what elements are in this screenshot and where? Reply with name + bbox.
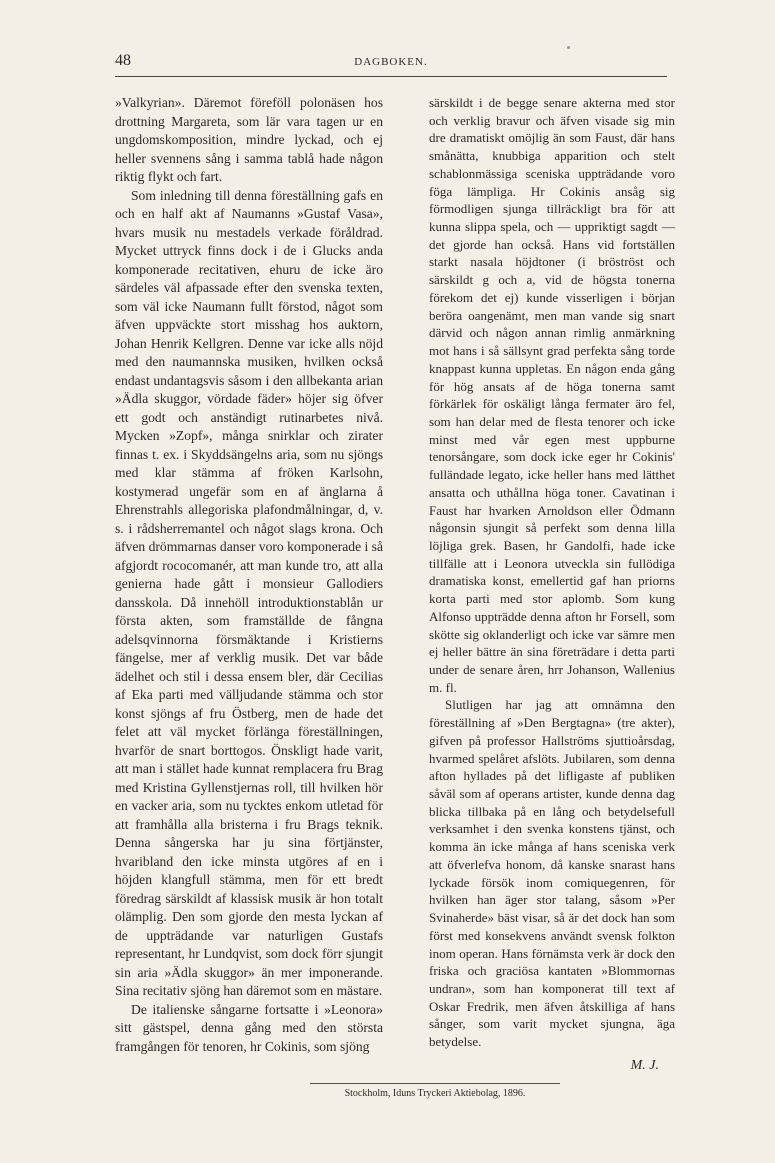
paragraph: särskildt i de begge senare akterna med stor och verklig bravur och äfven visade sig min dre dramatiskt omöjlig än som Faust, där hans smånätta, knubbiga apparition och stelt schablonmässiga sceniska uppträdande voro föga lämpliga. Hr Cokinis ansåg sig förmodligen sjunga tillräckligt bra för att kunna slippa spela, och — uppriktigt sagdt — det gjorde han också. Hans vid fortställen starkt nasala höjdtoner (i bröströst och särskildt g och a, vid de högsta tonerna förekom det ej) kunde visserligen i början beröra oangenämt, men man vande sig snart därvid och någon annan rimlig anmärkning mot hans i så sällsynt grad perfekta sång torde knappast kunna uppletas. En någon enda gång för hög ansats af de höga tonerna samt förkärlek för oskäligt långa fermater äro fel, som han delar med de flesta tenorer och icke minst med vår egen mest uppburne tenorsångare, som dock icke eger hr Cokinis' fulländade legato, icke heller hans med lätthet ansatta och uthållna höga toner. Cavatinan i Faust har hvarken Arnoldson eller Ödmann någonsin sjungit så perfekt som denna lilla löjliga grek. Basen, hr Gandolfi, hade icke tillfälle att i Leonora utveckla sin fullödiga dramatiska konst, emellertid gaf han priorns korta parti med stor aplomb. Som kung Alfonso uppträdde denna afton hr Forsell, som skötte sig oklanderligt och icke var sämre men ej heller bättre än sina företrädare i detta parti under de senare åren, hrr Johanson, Wallenius m. fl. [429, 95, 675, 695]
page-number: 48 [115, 52, 131, 69]
paragraph: De italienske sångarne fortsatte i »Leonora» sitt gästspel, denna gång med den största framgången för tenoren, hr Cokinis, som sjöng [115, 1001, 383, 1054]
page-header [115, 52, 667, 74]
left-column [115, 94, 383, 1056]
printer-imprint: Stockholm, Iduns Tryckeri Aktiebolag, 1896. [344, 1088, 526, 1099]
right-column [429, 94, 675, 1075]
header-rule [115, 76, 667, 77]
paragraph: Slutligen har jag att omnämna den föreställning af »Den Bergtagna» (tre akter), gifven på professor Hallströms sjuttioårsdag, hvarmed spelåret afslöts. Jubilaren, som denna afton hyllades på det lifligaste af publiken såväl som af operans artister, kunde denna dag blicka tillbaka på en lång och betydelsefull verksamhet i den svenka konstens tjänst, och komma än icke många af hans sceniska verk att öfverlefva honom, då kanske snarast hans lyckade försök inom comiquegenren, för hvilken han äger stor talang, såsom »Per Svinaherde» bäst visar, så är det dock han som först med konsekvens användt svensk folkton inom operan. Hans förnämsta verk är dock den friska och graciösa kantaten »Blommornas undran», som han komponerat till text af Oskar Fredrik, men äfven åtskilliga af hans sånger, som varit mycket sjungna, äga betydelse. [429, 697, 675, 1050]
footer-rule [310, 1083, 560, 1084]
paragraph: Som inledning till denna föreställning gafs en och en half akt af Naumanns »Gustaf Vasa», hvars musik nu mestadels verkade föråldrad. Mycket uttryck finns dock i de i Glucks anda komponerade recitativen, ehuru de icke äro särdeles väl afpassade efter den svenska texten, som väl icke Naumann fullt förstod, något som äfven uppväckte stort misshag hos auktorn, Johan Henrik Kellgren. Denne var icke alls nöjd med den naumannska musiken, hvilken också endast undantagsvis såsom i den allbekanta arian »Ädla skuggor, vördade fäder» höjer sig öfver ett godt och anständigt rutinarbetes nivå. Mycken »Zopf», många snirklar och zirater finnas t. ex. i Skyddsängelns aria, som nu sjöngs med klar stämma af fröken Karlsohn, kostymerad ungefär som en af änglarna å Ehrenstrahls allegoriska plafondmålningar, d, v. s. i rådsherremantel och något slags krona. Och äfven drömmarnas danser voro komponerade i så afgjordt rococomanér, att man kunde tro, att alla genierna hade gått i monsieur Gallodiers dansskola. Då innehöll introduktionstablån ur första akten, som framställde de fångna adelsqvinnorna försmäktande i Kristierns fängelse, mer af verklig musik. Det var både ädelhet och stil i dessa ensem bler, där Cecilias af Eka parti med välljudande stämma och stor konst sjöngs af fru Östberg, men de hade det felet att väl mycket förlänga föreställningen, hvarför de snart borttogos. Önskligt hade varit, att man i stället hade kunnat remplacera fru Brag med Kristina Gyllenstjernas roll, till hvilken hör en vacker aria, som nu tycktes enkom utletad för att framhålla alla bristerna i fru Brags teknik. Denna sångerska har ju sina förtjänster, hvaribland den icke minsta utgöres af en i höjden klangfull stämma, men för ett bredt föredrag särskildt af klassisk musik är hon totalt olämplig. Den som gjorde den mesta lyckan af de uppträdande var naturligen Gustafs representant, hr Lundqvist, som dock förr sjungit sin aria »Ädla skuggor» än mer imponerande. Sina recitativ sjöng han däremot som en mästare. [115, 187, 384, 998]
print-speck [567, 46, 570, 49]
author-signature: M. J. [630, 1057, 659, 1073]
paragraph: »Valkyrian». Däremot föreföll polonäsen hos drottning Margareta, som lär vara tagen ur en ungdomskomposition, mindre lyckad, och ej heller svennens sång i samma tablå hade någon riktig flykt och fart. [115, 95, 383, 184]
running-title: DAGBOKEN. [354, 56, 428, 68]
